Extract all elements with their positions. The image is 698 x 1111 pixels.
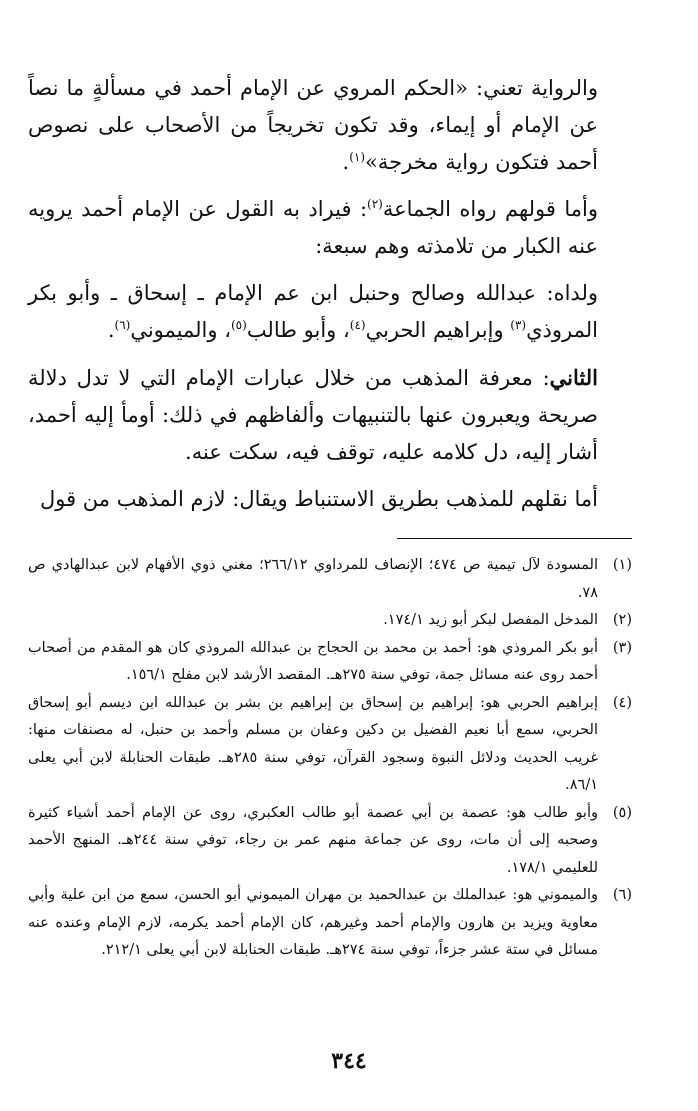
footnote-text: أبو بكر المروذي هو: أحمد بن محمد بن الحجاج بن عبدالله المروذي كان هو المقدم من أصحاب أحمد روى عنه مسائل جمة، توفي سنة ٢٧٥هـ. المقصد الأرشد لابن مفلح ١٥٦/١. xyxy=(28,639,598,683)
footnote-number: (١) xyxy=(612,557,632,573)
paragraph-jamaa: وأما قولهم رواه الجماعة$^{(٢)}$: فيراد به القول عن الإمام أحمد يرويه عنه الكبار من تلامذته وهم سبعة: xyxy=(28,197,598,258)
paragraph-second: الثاني: معرفة المذهب من خلال عبارات الإمام التي لا تدل دلالة صريحة ويعبرون عنها بالتنبيهات وألفاظهم في ذلك: أومأ إليه أحمد، أشار إليه، دل كلامه عليه، توقف فيه، سكت عنه. xyxy=(28,365,598,464)
footnote-ref-1: (١) xyxy=(349,150,366,164)
footnote xyxy=(28,690,632,800)
footnote-ref-4: (٤) xyxy=(349,318,366,332)
footnote-number: (٥) xyxy=(612,804,632,821)
footnote-text: وأبو طالب هو: عصمة بن أبي عصمة أبو طالب العكبري، روى عن الإمام أحمد أشياء كثيرة وصحبه إلى أن مات، روى عن جماعة منهم عمر بن رجاء، توفي سنة ٢٤٤هـ. المنهج الأحمد للعليمي ١٧٨/١. xyxy=(28,804,598,876)
footnote-number: (٤) xyxy=(612,694,632,711)
footnote-text: إبراهيم الحربي هو: إبراهيم بن إسحاق بن إبراهيم بن بشر بن عبدالله ابن ديسم أبو إسحاق الحربي، سمع أبا نعيم الفضيل بن دكين وعفان بن مسلم وأحمد بن حنبل، له مصنفات منها: غريب الحديث ودلائل النبوة وسجود القرآن، توفي سنة ٢٨٥هـ. طبقات الحنابلة لابن أبي يعلى ٨٦/١. xyxy=(28,694,598,793)
footnote xyxy=(28,635,632,690)
footnote-text: المدخل المفصل لبكر أبو زيد ١٧٤/١. xyxy=(383,612,598,628)
footnote-ref-2: (٢) xyxy=(367,197,383,211)
footnote-text: والميموني هو: عبدالملك بن عبدالحميد بن مهران الميموني أبو الحسن، سمع من ابن علية وأبي معاوية ويزيد بن هارون والإمام أحمد وغيرهم، كان الإمام أحمد يكرمه، لازم الإمام وعنده عنه مسائل في ستة عشر جزءاً، توفي سنة ٢٧٤هـ. طبقات الحنابلة لابن أبي يعلى ٢١٢/١. xyxy=(28,887,598,958)
footnote-ref-6: (٦) xyxy=(114,318,131,332)
footnote-number: (٢) xyxy=(612,612,632,628)
footnote xyxy=(28,800,632,883)
footnote xyxy=(28,607,632,635)
page-number: ٣٤٤ xyxy=(331,1048,367,1074)
footnote xyxy=(28,882,632,965)
footnote-text: المسودة لآل تيمية ص ٤٧٤؛ الإنصاف للمرداوي ٢٦٦/١٢؛ مغني ذوي الأفهام لابن عبدالهادي ص ٧٨. xyxy=(28,557,598,601)
footnote-number: (٣) xyxy=(612,639,632,656)
paragraph-istinbat: أما نقلهم للمذهب بطريق الاستنباط ويقال: لازم المذهب من قول xyxy=(39,487,598,511)
footnote xyxy=(28,552,632,607)
footnote-ref-5: (٥) xyxy=(230,318,247,332)
footnotes xyxy=(28,552,632,965)
paragraph-students: ولداه: عبدالله وصالح وحنبل ابن عم الإمام ـ إسحاق ـ وأبو بكر المروذي$^{(٣)}$ وإبراهيم الحربي$^{(٤)}$، وأبو طالب$^{(٥)}$، والميموني$^{(٦)}$. xyxy=(28,281,598,342)
main-text xyxy=(28,70,632,528)
footnote-ref-3: (٣) xyxy=(510,318,527,332)
paragraph-riwaya: والرواية تعني: «الحكم المروي عن الإمام أحمد في مسألةٍ ما نصاً عن الإمام أو إيماء، وقد تكون تخريجاً من الأصحاب على نصوص أحمد فتكون رواية مخرجة»$^{(١)}$. xyxy=(28,76,598,174)
footnote-number: (٦) xyxy=(612,887,632,903)
footnote-separator xyxy=(397,538,632,539)
second-heading: الثاني xyxy=(549,365,598,390)
